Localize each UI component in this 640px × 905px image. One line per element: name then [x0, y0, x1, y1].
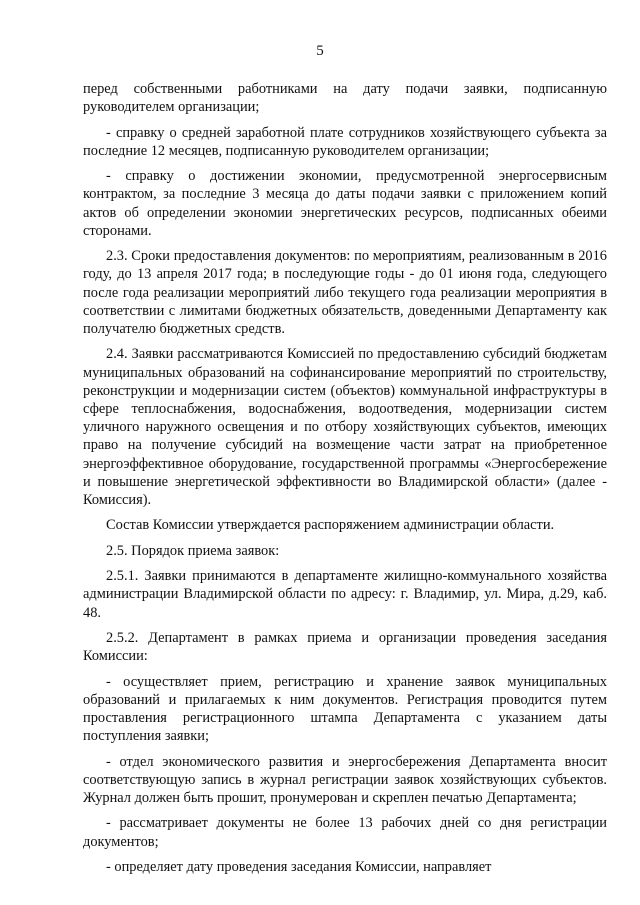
paragraph-review-documents: - рассматривает документы не более 13 рабочих дней со дня регистрации документов;: [83, 815, 607, 850]
paragraph-salary-certificate: - справку о средней заработной плате сотрудников хозяйствующего субъекта за последние 12 месяцев, подписанную руководителем организации;: [83, 124, 607, 159]
paragraph-journal-registration: - отдел экономического развития и энергосбережения Департамента вносит соответствующую запись в журнал регистрации заявок хозяйствующих субъектов. Журнал должен быть прошит, пронумерован и скреплен печатью Департамента;: [83, 753, 607, 806]
paragraph-meeting-date: - определяет дату проведения заседания Комиссии, направляет: [106, 858, 492, 875]
page-number: 5: [316, 43, 324, 59]
paragraph-2-4: 2.4. Заявки рассматриваются Комиссией по предоставлению субсидий бюджетам муниципальных образований на софинансирование мероприятий по строительству, реконструкции и модернизации систем (объектов) коммунальной инфраструктуры в сфере теплоснабжения, водоснабжения, водоотведения, модернизации систем уличного наружного освещения и по отбору хозяйствующих субъектов, имеющих право на получение субсидий на возмещение части затрат на приобретенное энергоэффективное оборудование, государственной программы «Энергосбережение и повышение энергетической эффективности во Владимирской области» (далее - Комиссия).: [83, 346, 607, 509]
paragraph-continuation: перед собственными работниками на дату подачи заявки, подписанную руководителем организации;: [83, 81, 607, 116]
paragraph-2-5-1: 2.5.1. Заявки принимаются в департаменте жилищно-коммунального хозяйства администрации Владимирской области по адресу: г. Владимир, ул. Мира, д.29, каб. 48.: [83, 568, 607, 621]
paragraph-receiving-applications: - осуществляет прием, регистрацию и хранение заявок муниципальных образований и прилагаемых к ним документов. Регистрация проводится путем проставления регистрационного штампа Департамента с указанием даты поступления заявки;: [83, 673, 607, 745]
paragraph-savings-certificate: - справку о достижении экономии, предусмотренной энергосервисным контрактом, за последние 3 месяца до даты подачи заявки с приложением копий актов об определении экономии энергетических ресурсов, подписанных обеими сторонами.: [83, 168, 607, 239]
document-body: [83, 80, 607, 883]
paragraph-2-5-2: 2.5.2. Департамент в рамках приема и организации проведения заседания Комиссии:: [83, 629, 607, 665]
paragraph-commission-composition: Состав Комиссии утверждается распоряжением администрации области.: [106, 517, 555, 534]
paragraph-2-3: 2.3. Сроки предоставления документов: по мероприятиям, реализованным в 2016 году, до 13 апреля 2017 года; в последующие годы - до 01 июня года, следующего после года реализации мероприятий либо текущего года реализации мероприятия в соответствии с лимитами бюджетных обязательств, доведенными Департаменту как получателю бюджетных средств.: [83, 248, 607, 337]
paragraph-2-5: 2.5. Порядок приема заявок:: [106, 542, 280, 559]
